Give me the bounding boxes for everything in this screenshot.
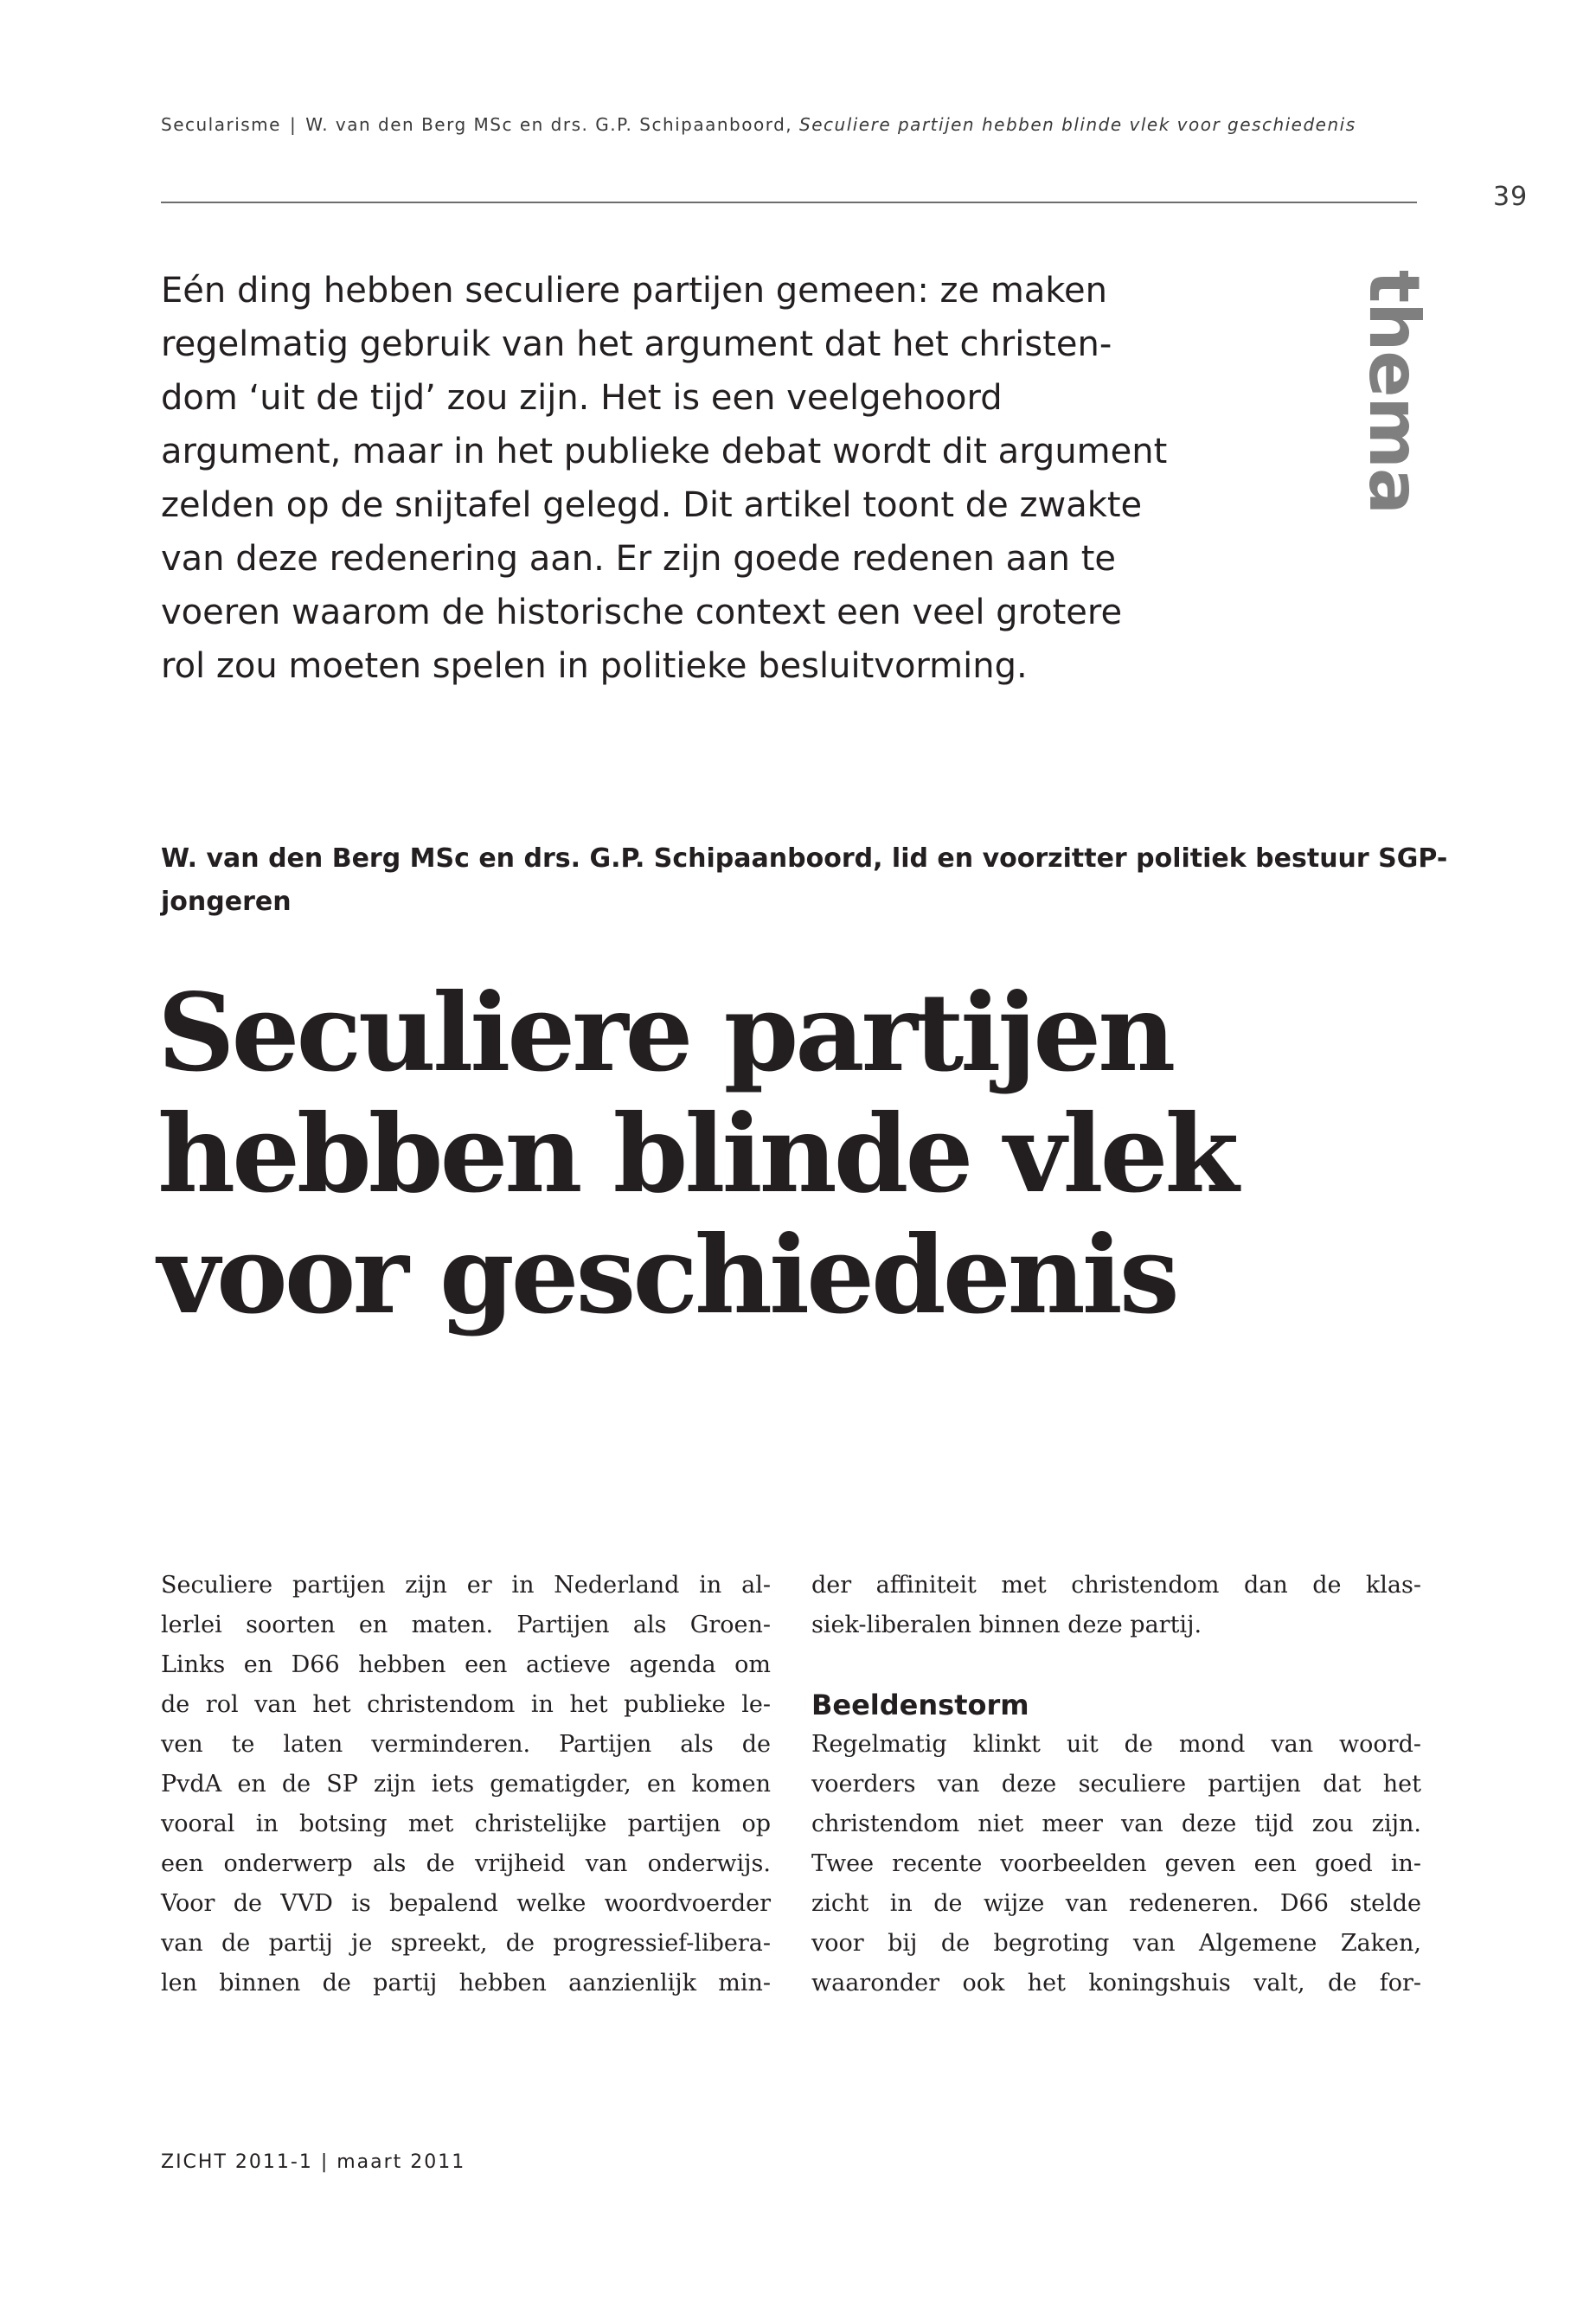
body-line: siek-liberalen binnen deze partij. bbox=[811, 1612, 1202, 1638]
body-column-left bbox=[161, 1566, 771, 2003]
title-line: Seculiere partijen bbox=[157, 971, 1173, 1096]
side-label-thema: thema bbox=[1354, 270, 1434, 514]
body-line: ven te laten verminderen. Partijen als de bbox=[161, 1731, 771, 1758]
intro-line: regelmatig gebruik van het argument dat het christen- bbox=[161, 324, 1112, 364]
article-title bbox=[157, 973, 1455, 1336]
body-line: PvdA en de SP zijn iets gematigder, en komen bbox=[161, 1771, 771, 1798]
intro-line: voeren waarom de historische context een veel grotere bbox=[161, 593, 1123, 632]
body-line: lerlei soorten en maten. Partijen als Groen- bbox=[161, 1612, 771, 1638]
body-line: de rol van het christendom in het publieke le- bbox=[161, 1691, 771, 1718]
page-number: 39 bbox=[1493, 182, 1529, 212]
body-line: Twee recente voorbeelden geven een goed in- bbox=[811, 1850, 1421, 1877]
header-article-title: Seculiere partijen hebben blinde vlek voor geschiedenis bbox=[799, 114, 1356, 135]
title-line: voor geschiedenis bbox=[157, 1213, 1176, 1338]
body-line: waaronder ook het koningshuis valt, de for- bbox=[811, 1970, 1421, 1997]
body-line: Regelmatig klinkt uit de mond van woord- bbox=[811, 1731, 1421, 1758]
running-header bbox=[161, 114, 1356, 135]
body-line: len binnen de partij hebben aanzienlijk min- bbox=[161, 1970, 771, 1997]
body-line: voor bij de begroting van Algemene Zaken, bbox=[811, 1930, 1421, 1957]
author-byline bbox=[161, 837, 1448, 924]
body-line: christendom niet meer van deze tijd zou zijn. bbox=[811, 1811, 1421, 1837]
body-line: Voor de VVD is bepalend welke woordvoerder bbox=[161, 1890, 771, 1917]
body-line: voerders van deze seculiere partijen dat het bbox=[811, 1771, 1421, 1798]
body-line: Links en D66 hebben een actieve agenda om bbox=[161, 1651, 771, 1678]
body-line: een onderwerp als de vrijheid van onderwijs. bbox=[161, 1850, 771, 1877]
body-line: der affiniteit met christendom dan de klas- bbox=[811, 1572, 1421, 1599]
header-rule bbox=[161, 202, 1417, 203]
intro-line: dom ‘uit de tijd’ zou zijn. Het is een veelgehoord bbox=[161, 378, 1003, 418]
body-line: zicht in de wijze van redeneren. D66 stelde bbox=[811, 1890, 1421, 1917]
byline-line: jongeren bbox=[161, 887, 292, 917]
byline-line: W. van den Berg MSc en drs. G.P. Schipaanboord, lid en voorzitter politiek bestuur SGP- bbox=[161, 843, 1448, 874]
intro-line: van deze redenering aan. Er zijn goede redenen aan te bbox=[161, 539, 1117, 579]
body-line: vooral in botsing met christelijke partijen op bbox=[161, 1811, 771, 1837]
body-column-right bbox=[811, 1566, 1421, 2003]
intro-line: argument, maar in het publieke debat wordt dit argument bbox=[161, 432, 1168, 471]
header-authors: W. van den Berg MSc en drs. G.P. Schipaanboord, bbox=[305, 114, 793, 135]
header-separator: | bbox=[289, 114, 298, 135]
body-line: van de partij je spreekt, de progressief-libera- bbox=[161, 1930, 771, 1957]
body-line: Seculiere partijen zijn er in Nederland in al- bbox=[161, 1572, 771, 1599]
intro-line: rol zou moeten spelen in politieke besluitvorming. bbox=[161, 646, 1028, 686]
page-footer: ZICHT 2011-1 | maart 2011 bbox=[161, 2151, 466, 2173]
section-subheading: Beeldenstorm bbox=[811, 1689, 1029, 1721]
intro-line: zelden op de snijtafel gelegd. Dit artikel toont de zwakte bbox=[161, 485, 1143, 525]
title-line: hebben blinde vlek bbox=[157, 1092, 1236, 1217]
intro-paragraph bbox=[161, 264, 1168, 693]
header-section: Secularisme bbox=[161, 114, 281, 135]
intro-line: Eén ding hebben seculiere partijen gemeen: ze maken bbox=[161, 271, 1108, 311]
